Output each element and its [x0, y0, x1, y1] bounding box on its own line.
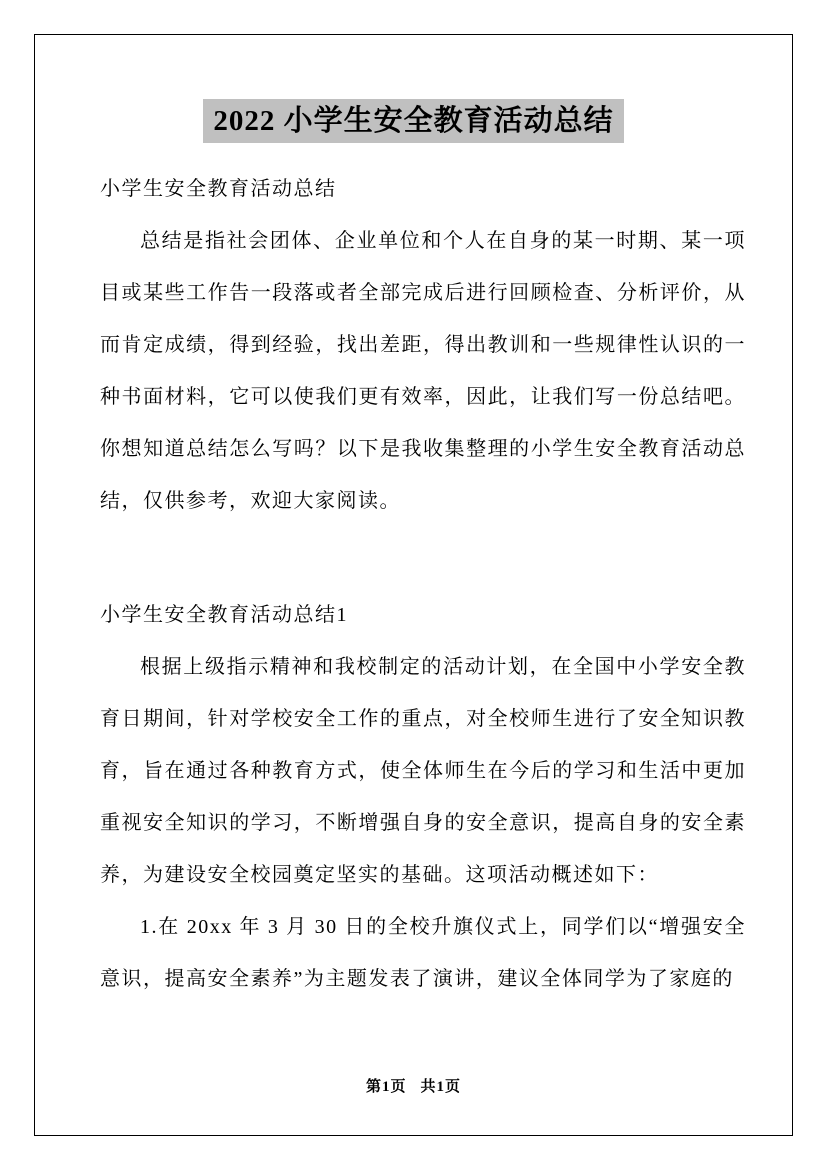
document-title: 2022 小学生安全教育活动总结 [203, 99, 623, 143]
intro-heading: 小学生安全教育活动总结 [100, 178, 337, 200]
footer-current-page: 第1页 [365, 1079, 407, 1095]
page-footer [35, 1077, 792, 1097]
document-body [35, 163, 792, 1005]
title-row [35, 99, 792, 143]
intro-paragraph: 总结是指社会团体、企业单位和个人在自身的某一时期、某一项目或某些工作告一段落或者全部完成后进行回顾检查、分析评价，从而肯定成绩，得到经验，找出差距，得出教训和一些规律性认识的一种书面材料，它可以使我们更有效率，因此，让我们写一份总结吧。你想知道总结怎么写吗？以下是我收集整理的小学生安全教育活动总结，仅供参考，欢迎大家阅读。 [100, 230, 746, 512]
document-page [34, 34, 793, 1136]
footer-total-pages: 共1页 [420, 1079, 462, 1095]
section-list-item: 1.在 20xx 年 3 月 30 日的全校升旗仪式上，同学们以“增强安全意识，提高安全素养”为主题发表了演讲，建议全体同学为了家庭的 [100, 916, 746, 990]
section-paragraph: 根据上级指示精神和我校制定的活动计划，在全国中小学安全教育日期间，针对学校安全工作的重点，对全校师生进行了安全知识教育，旨在通过各种教育方式，使全体师生在今后的学习和生活中更加重视安全知识的学习，不断增强自身的安全意识，提高自身的安全素养，为建设安全校园奠定坚实的基础。这项活动概述如下： [100, 656, 746, 886]
section-heading: 小学生安全教育活动总结1 [100, 604, 348, 626]
